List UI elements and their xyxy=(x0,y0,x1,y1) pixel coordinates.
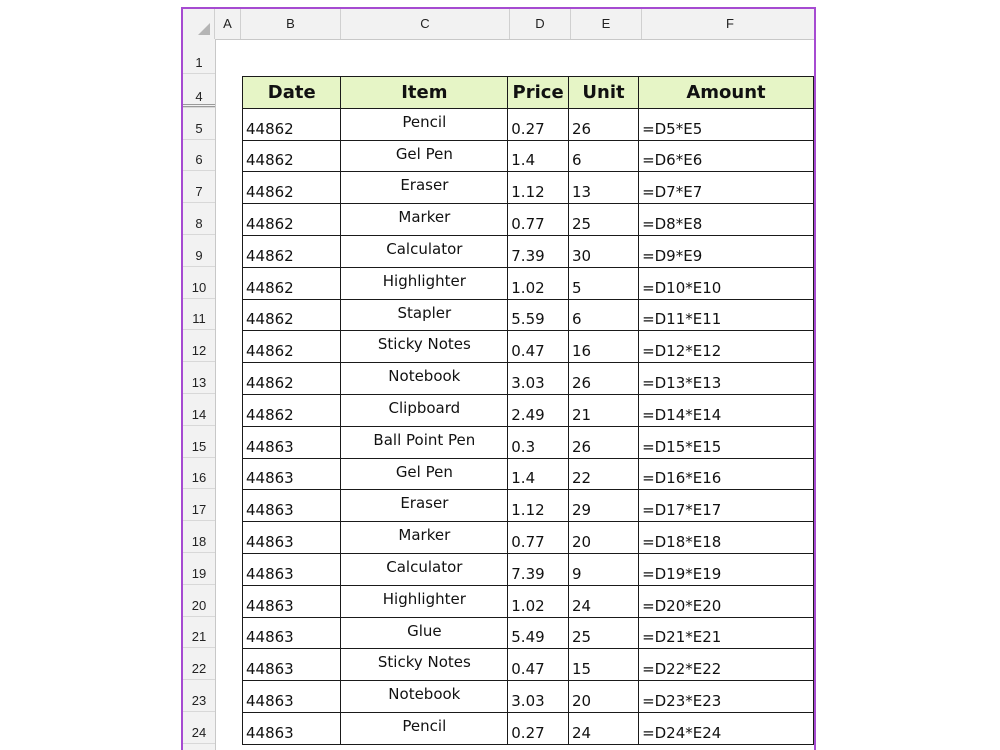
cell-date[interactable]: 44863 xyxy=(243,458,341,490)
cell-amount[interactable]: =D6*E6 xyxy=(639,140,814,172)
cell-item[interactable]: Gel Pen xyxy=(341,140,508,172)
cell-item[interactable]: Eraser xyxy=(341,490,508,522)
cell-price[interactable]: 1.4 xyxy=(508,458,569,490)
row-number-label: 11 xyxy=(192,311,206,327)
row-number-label: 24 xyxy=(191,724,207,740)
row-header-23[interactable] xyxy=(183,680,215,712)
table-row xyxy=(243,617,814,649)
cell-date[interactable]: 44862 xyxy=(243,267,341,299)
cell-price[interactable]: 1.4 xyxy=(508,140,569,172)
row-number-label: 22 xyxy=(191,661,207,677)
header-price[interactable]: Price xyxy=(508,77,569,109)
cell-unit[interactable]: 21 xyxy=(568,394,638,426)
row-header-24[interactable] xyxy=(183,712,215,744)
cell-price[interactable]: 1.12 xyxy=(508,490,569,522)
row-number-label: 1 xyxy=(195,55,203,70)
cell-price[interactable]: 0.47 xyxy=(508,331,569,363)
row-header-14[interactable] xyxy=(183,394,215,426)
header-amount[interactable]: Amount xyxy=(639,77,814,109)
cell-amount[interactable]: =D23*E23 xyxy=(639,681,814,713)
row-number-label: 9 xyxy=(195,247,203,263)
cell-unit[interactable]: 6 xyxy=(568,299,638,331)
column-header-e[interactable]: E xyxy=(571,9,642,39)
cell-amount[interactable]: =D5*E5 xyxy=(639,108,814,140)
cell-price[interactable]: 3.03 xyxy=(508,363,569,395)
cell-date[interactable]: 44863 xyxy=(243,681,341,713)
cell-amount[interactable]: =D13*E13 xyxy=(639,363,814,395)
table-row xyxy=(243,172,814,204)
row-header-6[interactable] xyxy=(183,140,215,172)
column-header-f[interactable]: F xyxy=(726,16,734,31)
row-number-label: 23 xyxy=(191,692,207,708)
cell-unit[interactable]: 25 xyxy=(568,204,638,236)
cell-date[interactable]: 44863 xyxy=(243,712,341,744)
cell-price[interactable]: 0.77 xyxy=(508,522,569,554)
cell-amount[interactable]: =D7*E7 xyxy=(639,172,814,204)
header-item[interactable]: Item xyxy=(341,77,508,109)
row-header-20[interactable] xyxy=(183,585,215,617)
row-number-label: 10 xyxy=(191,279,207,295)
cell-unit[interactable]: 9 xyxy=(568,553,638,585)
cell-item[interactable]: Notebook xyxy=(341,363,508,395)
table-row xyxy=(243,204,814,236)
column-header-d[interactable]: D xyxy=(510,9,571,39)
cell-unit[interactable]: 6 xyxy=(568,140,638,172)
cell-amount[interactable]: =D15*E15 xyxy=(639,426,814,458)
cell-date[interactable]: 44863 xyxy=(243,617,341,649)
cell-amount[interactable]: =D11*E11 xyxy=(639,299,814,331)
cell-price[interactable]: 7.39 xyxy=(508,235,569,267)
row-number-label: 14 xyxy=(191,406,207,422)
cell-unit[interactable]: 24 xyxy=(568,585,638,617)
row-header-5[interactable] xyxy=(183,108,215,140)
cell-date[interactable]: 44862 xyxy=(243,299,341,331)
table-row xyxy=(243,363,814,395)
cell-date[interactable]: 44862 xyxy=(243,172,341,204)
row-header-8[interactable] xyxy=(183,203,215,235)
cell-price[interactable]: 1.02 xyxy=(508,585,569,617)
cell-price[interactable]: 0.47 xyxy=(508,649,569,681)
row-header-17[interactable] xyxy=(183,489,215,521)
cell-unit[interactable]: 25 xyxy=(568,617,638,649)
cell-amount[interactable]: =D12*E12 xyxy=(639,331,814,363)
cell-date[interactable]: 44862 xyxy=(243,235,341,267)
table-row xyxy=(243,553,814,585)
row-header-7[interactable] xyxy=(183,171,215,203)
cell-date[interactable]: 44862 xyxy=(243,140,341,172)
data-table xyxy=(242,76,814,745)
cell-date[interactable]: 44862 xyxy=(243,108,341,140)
row-number-label: 5 xyxy=(195,120,203,136)
row-number-label: 6 xyxy=(195,152,203,168)
cell-unit[interactable]: 26 xyxy=(568,426,638,458)
cell-price[interactable]: 0.77 xyxy=(508,204,569,236)
cell-price[interactable]: 1.12 xyxy=(508,172,569,204)
cell-unit[interactable]: 22 xyxy=(568,458,638,490)
table-row xyxy=(243,108,814,140)
cell-amount[interactable]: =D17*E17 xyxy=(639,490,814,522)
cell-item[interactable]: Clipboard xyxy=(341,394,508,426)
row-number-label: 8 xyxy=(195,215,203,231)
table-row xyxy=(243,426,814,458)
cell-item[interactable]: Glue xyxy=(341,617,508,649)
select-all-triangle-icon xyxy=(198,23,210,35)
cell-unit[interactable]: 26 xyxy=(568,108,638,140)
cell-item[interactable]: Marker xyxy=(341,522,508,554)
row-number-label: 13 xyxy=(191,374,207,390)
row-header-13[interactable] xyxy=(183,362,215,394)
table-row xyxy=(243,522,814,554)
cell-date[interactable]: 44862 xyxy=(243,204,341,236)
row-number-label: 21 xyxy=(191,629,207,645)
row-number-label: 19 xyxy=(191,565,207,581)
cell-amount[interactable]: =D14*E14 xyxy=(639,394,814,426)
cell-item[interactable]: Eraser xyxy=(341,172,508,204)
cell-amount[interactable]: =D24*E24 xyxy=(639,712,814,744)
cell-item[interactable]: Notebook xyxy=(341,681,508,713)
row-header-21[interactable] xyxy=(183,617,215,649)
cell-date[interactable]: 44862 xyxy=(243,394,341,426)
column-header-a[interactable]: A xyxy=(215,9,241,39)
cell-date[interactable]: 44863 xyxy=(243,585,341,617)
header-unit[interactable]: Unit xyxy=(568,77,638,109)
cell-item[interactable]: Gel Pen xyxy=(341,458,508,490)
table-row xyxy=(243,649,814,681)
cell-date[interactable]: 44863 xyxy=(243,522,341,554)
column-header-b[interactable]: B xyxy=(241,9,341,39)
header-date[interactable]: Date xyxy=(243,77,341,109)
row-header-18[interactable] xyxy=(183,521,215,553)
cell-unit[interactable]: 26 xyxy=(568,363,638,395)
cell-unit[interactable]: 24 xyxy=(568,712,638,744)
table-row xyxy=(243,712,814,744)
table-row xyxy=(243,681,814,713)
cell-unit[interactable]: 16 xyxy=(568,331,638,363)
cell-date[interactable]: 44862 xyxy=(243,331,341,363)
cell-amount[interactable]: =D18*E18 xyxy=(639,522,814,554)
spreadsheet xyxy=(181,7,816,750)
row-header-4[interactable] xyxy=(183,76,215,108)
cell-date[interactable]: 44863 xyxy=(243,553,341,585)
table-row xyxy=(243,331,814,363)
cell-amount[interactable]: =D21*E21 xyxy=(639,617,814,649)
table-row xyxy=(243,490,814,522)
row-header-1[interactable] xyxy=(183,39,215,74)
cell-item[interactable]: Sticky Notes xyxy=(341,331,508,363)
cell-item[interactable]: Calculator xyxy=(341,553,508,585)
cell-amount[interactable]: =D9*E9 xyxy=(639,235,814,267)
cell-amount[interactable]: =D8*E8 xyxy=(639,204,814,236)
cell-item[interactable]: Highlighter xyxy=(341,585,508,617)
table-header-row xyxy=(243,77,814,109)
cell-item[interactable]: Sticky Notes xyxy=(341,649,508,681)
row-header-12[interactable] xyxy=(183,330,215,362)
cell-item[interactable]: Highlighter xyxy=(341,267,508,299)
row-header-10[interactable] xyxy=(183,267,215,299)
row-number-label: 4 xyxy=(195,88,203,104)
cell-amount[interactable]: =D16*E16 xyxy=(639,458,814,490)
row-header-16[interactable] xyxy=(183,458,215,490)
column-header-bar xyxy=(183,9,814,40)
cell-item[interactable]: Ball Point Pen xyxy=(341,426,508,458)
cell-unit[interactable]: 30 xyxy=(568,235,638,267)
cell-price[interactable]: 0.27 xyxy=(508,108,569,140)
table-row xyxy=(243,235,814,267)
cell-price[interactable]: 3.03 xyxy=(508,681,569,713)
cell-amount[interactable]: =D10*E10 xyxy=(639,267,814,299)
cell-unit[interactable]: 13 xyxy=(568,172,638,204)
cell-price[interactable]: 0.3 xyxy=(508,426,569,458)
cell-date[interactable]: 44863 xyxy=(243,490,341,522)
cell-price[interactable]: 7.39 xyxy=(508,553,569,585)
row-number-label: 16 xyxy=(191,470,207,486)
cell-price[interactable]: 2.49 xyxy=(508,394,569,426)
table-row xyxy=(243,299,814,331)
cell-price[interactable]: 5.59 xyxy=(508,299,569,331)
table-row xyxy=(243,458,814,490)
table-row xyxy=(243,140,814,172)
table-row xyxy=(243,394,814,426)
row-header-9[interactable] xyxy=(183,235,215,267)
row-number-label: 18 xyxy=(191,533,207,549)
cell-price[interactable]: 0.27 xyxy=(508,712,569,744)
cell-amount[interactable]: =D19*E19 xyxy=(639,553,814,585)
column-header-c[interactable]: C xyxy=(341,9,510,39)
cell-date[interactable]: 44862 xyxy=(243,363,341,395)
row-header-bar xyxy=(183,39,216,750)
row-header-11[interactable] xyxy=(183,299,215,331)
cell-unit[interactable]: 20 xyxy=(568,522,638,554)
cell-unit[interactable]: 5 xyxy=(568,267,638,299)
table-row xyxy=(243,267,814,299)
cell-unit[interactable]: 20 xyxy=(568,681,638,713)
cell-item[interactable]: Stapler xyxy=(341,299,508,331)
cell-item[interactable]: Pencil xyxy=(341,712,508,744)
row-number-label: 7 xyxy=(195,184,203,200)
cell-item[interactable]: Marker xyxy=(341,204,508,236)
cell-item[interactable]: Pencil xyxy=(341,108,508,140)
cell-price[interactable]: 1.02 xyxy=(508,267,569,299)
row-number-label: 20 xyxy=(191,597,207,613)
row-number-label: 17 xyxy=(191,502,207,518)
cell-amount[interactable]: =D22*E22 xyxy=(639,649,814,681)
cell-amount[interactable]: =D20*E20 xyxy=(639,585,814,617)
row-header-15[interactable] xyxy=(183,426,215,458)
cell-date[interactable]: 44863 xyxy=(243,426,341,458)
cell-date[interactable]: 44863 xyxy=(243,649,341,681)
cell-price[interactable]: 5.49 xyxy=(508,617,569,649)
cell-item[interactable]: Calculator xyxy=(341,235,508,267)
row-header-22[interactable] xyxy=(183,648,215,680)
cell-unit[interactable]: 29 xyxy=(568,490,638,522)
select-all-corner[interactable] xyxy=(183,9,215,39)
row-number-label: 12 xyxy=(191,343,207,359)
cell-unit[interactable]: 15 xyxy=(568,649,638,681)
table-row xyxy=(243,585,814,617)
row-header-19[interactable] xyxy=(183,553,215,585)
row-number-label: 15 xyxy=(191,438,207,454)
table-body xyxy=(243,108,814,744)
